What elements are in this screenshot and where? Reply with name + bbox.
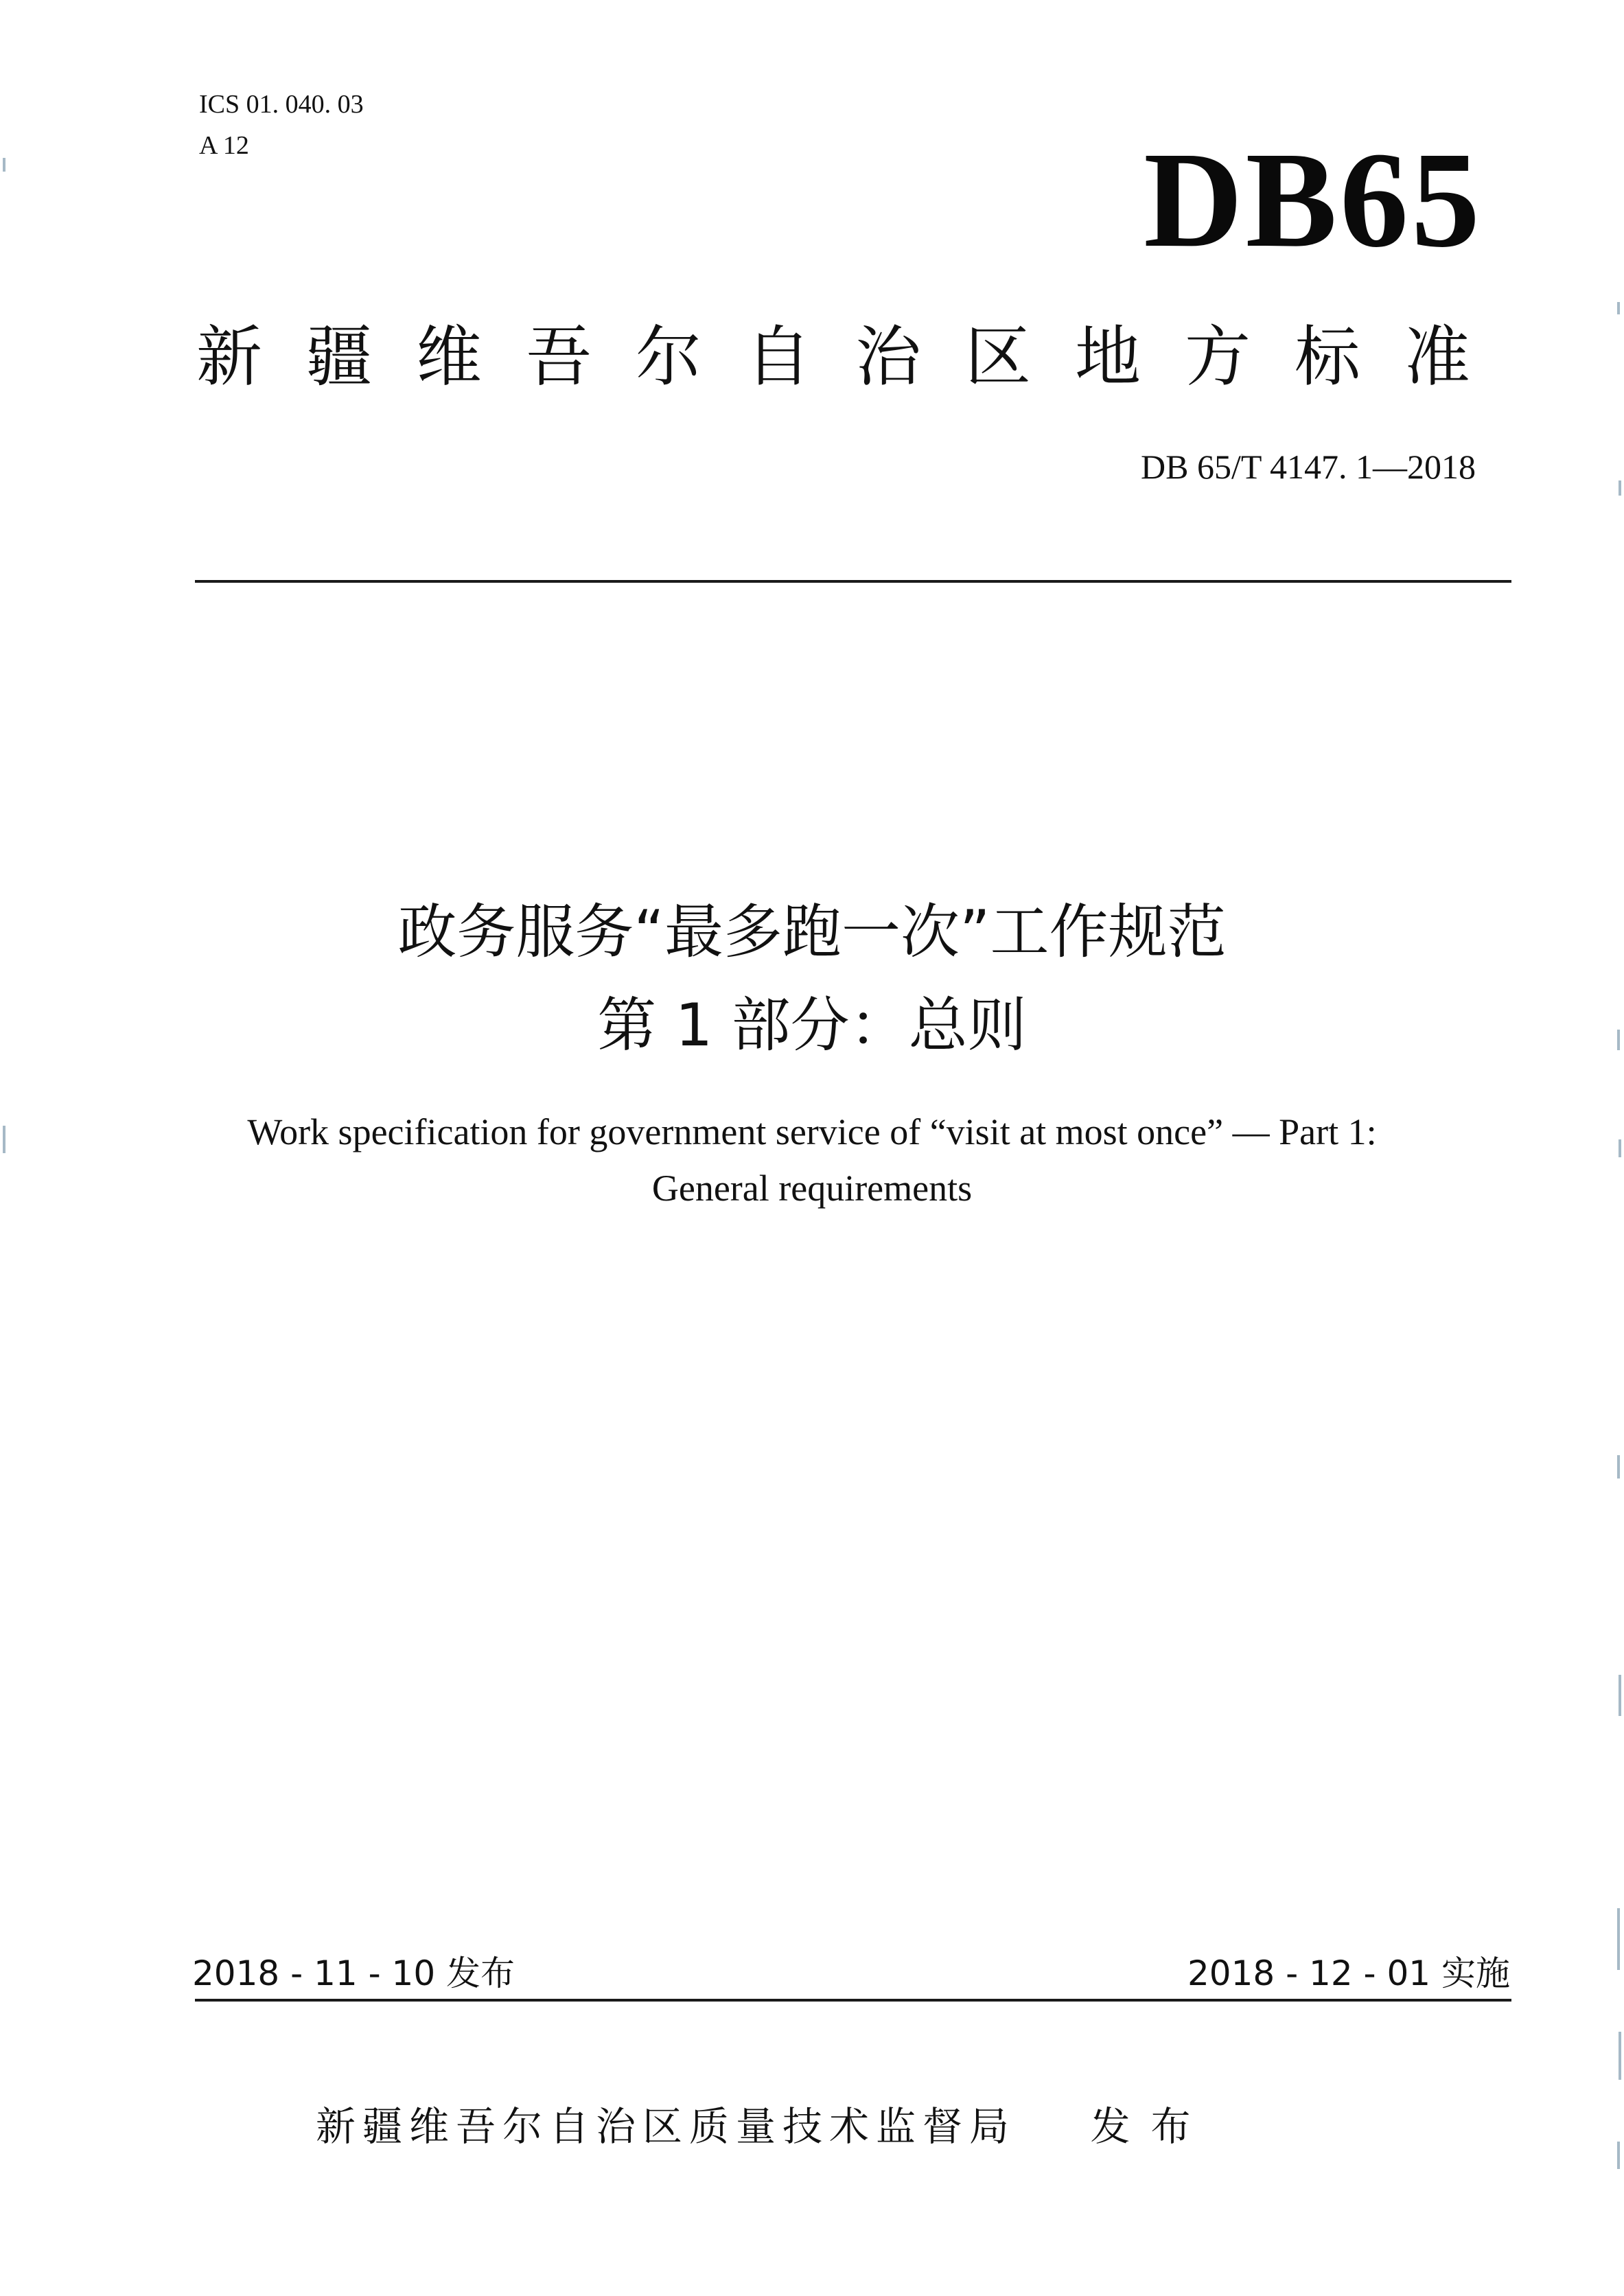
title-en-line1: Work specification for government service of “visit at most once” — Part 1: — [247, 1111, 1377, 1152]
scan-speck — [1619, 1139, 1621, 1157]
standard-number: DB 65/T 4147. 1—2018 — [1141, 448, 1476, 486]
publish-date: 2018 - 11 - 10 发布 — [192, 1953, 515, 1993]
title-block — [194, 885, 1430, 1216]
classification-codes — [199, 84, 364, 166]
bottom-divider — [195, 1999, 1511, 2002]
standard-type-heading: 新疆维吾尔自治区地方标准 — [196, 318, 1514, 395]
top-divider — [195, 580, 1511, 583]
title-zh-line2: 第 1 部分：总则 — [597, 991, 1027, 1060]
scan-speck — [1617, 1030, 1620, 1050]
scan-speck — [1619, 2032, 1621, 2080]
title-en-line2: General requirements — [651, 1168, 973, 1209]
publisher-action: 发布 — [1090, 2103, 1211, 2150]
title-zh-line1: 政务服务“最多跑一次”工作规范 — [397, 898, 1227, 966]
implement-date: 2018 - 12 - 01 实施 — [1187, 1953, 1510, 1993]
scan-speck — [3, 1126, 5, 1153]
scan-speck — [3, 158, 5, 172]
publisher-line — [316, 2099, 1211, 2154]
title-en — [194, 1104, 1430, 1216]
scan-speck — [1617, 1455, 1620, 1479]
ccs-code: A 12 — [199, 131, 249, 160]
scan-speck — [1617, 302, 1620, 314]
scan-speck — [1619, 480, 1621, 496]
scan-speck — [1617, 1908, 1620, 1970]
publisher-name: 新疆维吾尔自治区质量技术监督局 — [316, 2103, 1017, 2150]
standard-logo: DB65 — [1144, 124, 1483, 276]
scan-speck — [1617, 2142, 1620, 2169]
scan-speck — [1619, 1675, 1621, 1716]
ics-code: ICS 01. 040. 03 — [199, 90, 364, 119]
